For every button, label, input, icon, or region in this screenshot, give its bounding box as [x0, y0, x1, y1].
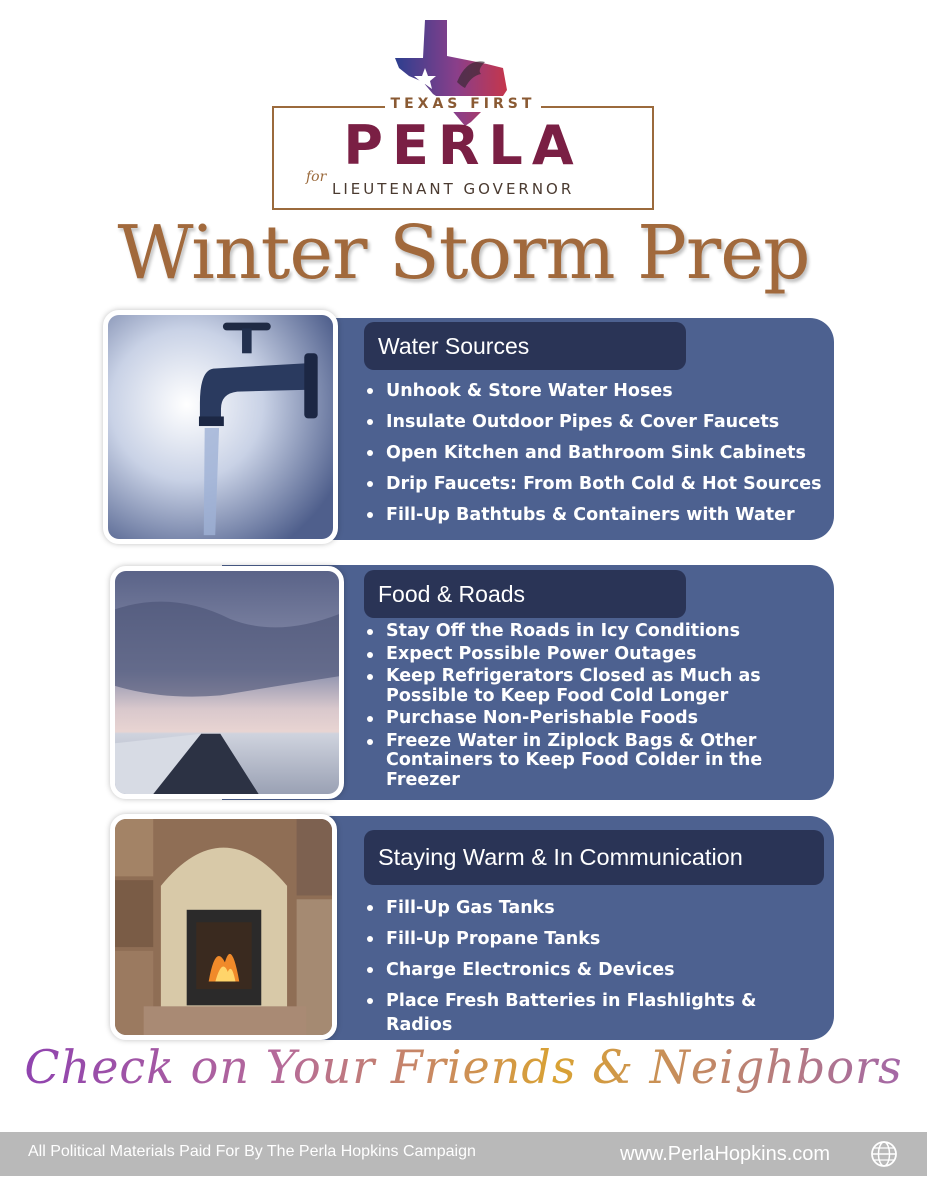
fireplace-photo: [110, 814, 337, 1040]
logo-tagline: TEXAS FIRST: [272, 96, 654, 112]
list-item: Freeze Water in Ziplock Bags & Other Containers to Keep Food Colder in the Freezer: [363, 732, 803, 791]
staying-warm-list: [363, 896, 828, 1035]
list-item: Fill-Up Gas Tanks: [363, 896, 828, 927]
staying-warm-heading: Staying Warm & In Communication: [364, 830, 824, 885]
paid-for-disclaimer: All Political Materials Paid For By The Perla Hopkins Campaign: [28, 1143, 476, 1160]
logo-office: LIEUTENANT GOVERNOR: [332, 180, 575, 198]
list-item: Charge Electronics & Devices: [363, 958, 828, 989]
check-on-neighbors-tagline: Check on Your Friends & Neighbors: [0, 1040, 927, 1094]
water-sources-list: [363, 379, 828, 534]
food-roads-heading: Food & Roads: [364, 570, 686, 618]
website-link[interactable]: www.PerlaHopkins.com: [620, 1143, 831, 1165]
list-item: Keep Refrigerators Closed as Much as Possible to Keep Food Cold Longer: [363, 667, 803, 706]
logo-for: for: [306, 169, 327, 185]
list-item: Unhook & Store Water Hoses: [363, 379, 828, 410]
footer-bar: [0, 1132, 927, 1176]
list-item: Drip Faucets: From Both Cold & Hot Sources: [363, 472, 828, 503]
food-roads-list: [363, 622, 803, 793]
list-item: Place Fresh Batteries in Flashlights & Radios: [363, 989, 828, 1020]
list-item: Open Kitchen and Bathroom Sink Cabinets: [363, 441, 828, 472]
globe-icon: [870, 1140, 898, 1168]
list-item: Purchase Non-Perishable Foods: [363, 709, 803, 729]
water-sources-heading: Water Sources: [364, 322, 686, 370]
list-item: Fill-Up Bathtubs & Containers with Water: [363, 503, 828, 534]
list-item: Expect Possible Power Outages: [363, 645, 803, 665]
list-item: Fill-Up Propane Tanks: [363, 927, 828, 958]
logo-name: PERLA: [343, 114, 583, 177]
faucet-photo: [103, 310, 338, 544]
list-item: Insulate Outdoor Pipes & Cover Faucets: [363, 410, 828, 441]
campaign-logo: [272, 18, 654, 210]
icy-road-photo: [110, 566, 344, 799]
page-title: Winter Storm Prep: [117, 210, 810, 296]
list-item: Stay Off the Roads in Icy Conditions: [363, 622, 803, 642]
